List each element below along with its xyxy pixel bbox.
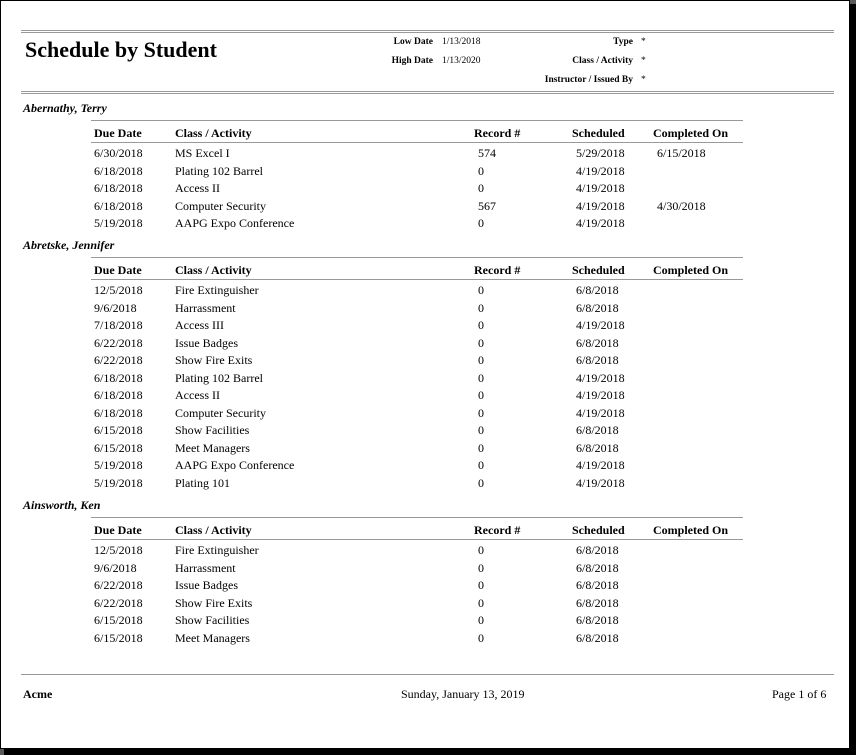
record-number-cell: 0	[478, 595, 484, 610]
table-row	[1, 301, 849, 318]
table-row	[1, 631, 849, 648]
scheduled-cell: 4/19/2018	[576, 388, 625, 402]
scheduled-cell: 6/8/2018	[576, 353, 619, 367]
class-activity-cell: Harrassment	[175, 560, 236, 575]
column-header-record: Record #	[474, 126, 521, 140]
record-number-cell: 0	[478, 283, 484, 297]
table-row	[1, 371, 849, 388]
column-header-bottom-line	[91, 142, 743, 143]
low-date-value: 1/13/2018	[442, 37, 481, 47]
table-row	[1, 441, 849, 458]
table-row	[1, 283, 849, 300]
class-filter-label: Class / Activity	[572, 56, 633, 66]
class-activity-cell: Show Facilities	[175, 423, 250, 437]
due-date-cell: 9/6/2018	[94, 300, 137, 315]
class-activity-cell: Access III	[175, 318, 224, 332]
class-activity-cell: Plating 102 Barrel	[175, 163, 263, 178]
scheduled-cell: 6/8/2018	[576, 543, 619, 557]
record-number-cell: 0	[478, 388, 484, 402]
record-number-cell: 0	[478, 560, 484, 575]
column-header-class: Class / Activity	[175, 126, 252, 140]
footer-page-number: Page 1 of 6	[772, 687, 827, 701]
header-rule	[21, 91, 834, 92]
record-number-cell: 0	[478, 318, 484, 332]
table-row	[1, 336, 849, 353]
record-number-cell: 0	[478, 543, 484, 557]
column-header-scheduled: Scheduled	[572, 523, 625, 537]
high-date-value: 1/13/2020	[442, 56, 481, 66]
column-header-row	[1, 263, 849, 280]
due-date-cell: 6/18/2018	[94, 181, 143, 195]
due-date-cell: 5/19/2018	[94, 475, 143, 490]
due-date-cell: 6/22/2018	[94, 578, 143, 592]
table-row	[1, 561, 849, 578]
scheduled-cell: 4/19/2018	[576, 216, 625, 230]
class-filter-value: *	[641, 56, 646, 66]
column-header-due: Due Date	[94, 263, 142, 277]
scheduled-cell: 4/19/2018	[576, 475, 625, 490]
class-activity-cell: Fire Extinguisher	[175, 283, 259, 297]
due-date-cell: 7/18/2018	[94, 318, 143, 332]
class-activity-cell: Plating 102 Barrel	[175, 370, 263, 385]
record-number-cell: 0	[478, 353, 484, 367]
completed-on-cell: 6/15/2018	[657, 146, 706, 160]
due-date-cell: 5/19/2018	[94, 458, 143, 472]
scheduled-cell: 5/29/2018	[576, 146, 625, 160]
column-header-scheduled: Scheduled	[572, 263, 625, 277]
scheduled-cell: 4/19/2018	[576, 370, 625, 385]
class-activity-cell: Show Facilities	[175, 613, 250, 627]
due-date-cell: 6/18/2018	[94, 388, 143, 402]
due-date-cell: 6/30/2018	[94, 146, 143, 160]
table-row	[1, 216, 849, 233]
record-number-cell: 0	[478, 423, 484, 437]
record-number-cell: 0	[478, 458, 484, 472]
table-row	[1, 146, 849, 163]
due-date-cell: 9/6/2018	[94, 560, 137, 575]
column-header-due: Due Date	[94, 523, 142, 537]
column-header-top-line	[91, 517, 743, 518]
table-row	[1, 613, 849, 630]
scheduled-cell: 6/8/2018	[576, 300, 619, 315]
class-activity-cell: Meet Managers	[175, 440, 250, 455]
class-activity-cell: Computer Security	[175, 405, 266, 420]
due-date-cell: 6/15/2018	[94, 423, 143, 437]
record-number-cell: 0	[478, 370, 484, 385]
column-header-top-line	[91, 257, 743, 258]
record-number-cell: 0	[478, 630, 484, 645]
table-row	[1, 423, 849, 440]
class-activity-cell: Meet Managers	[175, 630, 250, 645]
table-row	[1, 199, 849, 216]
footer-date: Sunday, January 13, 2019	[401, 687, 525, 701]
class-activity-cell: AAPG Expo Conference	[175, 216, 295, 230]
column-header-completed: Completed On	[653, 126, 728, 140]
column-header-row	[1, 523, 849, 540]
student-name: Abretske, Jennifer	[23, 238, 115, 252]
type-label: Type	[613, 37, 633, 47]
record-number-cell: 0	[478, 613, 484, 627]
column-header-class: Class / Activity	[175, 263, 252, 277]
scheduled-cell: 6/8/2018	[576, 283, 619, 297]
scheduled-cell: 4/19/2018	[576, 405, 625, 420]
scheduled-cell: 4/19/2018	[576, 318, 625, 332]
scheduled-cell: 6/8/2018	[576, 560, 619, 575]
scheduled-cell: 6/8/2018	[576, 423, 619, 437]
table-row	[1, 318, 849, 335]
table-row	[1, 458, 849, 475]
record-number-cell: 0	[478, 405, 484, 420]
high-date-label: High Date	[391, 56, 433, 66]
class-activity-cell: Issue Badges	[175, 335, 238, 350]
class-activity-cell: Fire Extinguisher	[175, 543, 259, 557]
due-date-cell: 6/18/2018	[94, 370, 143, 385]
scheduled-cell: 6/8/2018	[576, 440, 619, 455]
table-row	[1, 406, 849, 423]
scheduled-cell: 6/8/2018	[576, 595, 619, 610]
record-number-cell: 0	[478, 163, 484, 178]
type-value: *	[641, 37, 646, 47]
column-header-bottom-line	[91, 279, 743, 280]
table-row	[1, 476, 849, 493]
scheduled-cell: 6/8/2018	[576, 578, 619, 592]
table-row	[1, 596, 849, 613]
scheduled-cell: 6/8/2018	[576, 630, 619, 645]
class-activity-cell: Harrassment	[175, 300, 236, 315]
scheduled-cell: 4/19/2018	[576, 181, 625, 195]
record-number-cell: 0	[478, 216, 484, 230]
page-shadow-bottom	[4, 749, 856, 755]
record-number-cell: 567	[478, 198, 496, 213]
column-header-record: Record #	[474, 263, 521, 277]
footer-rule	[21, 674, 834, 675]
due-date-cell: 6/18/2018	[94, 198, 143, 213]
scheduled-cell: 4/19/2018	[576, 458, 625, 472]
due-date-cell: 6/22/2018	[94, 595, 143, 610]
table-row	[1, 181, 849, 198]
column-header-completed: Completed On	[653, 523, 728, 537]
page-shadow-right	[850, 4, 856, 755]
class-activity-cell: Plating 101	[175, 475, 231, 490]
record-number-cell: 574	[478, 146, 496, 160]
column-header-top-line	[91, 120, 743, 121]
column-header-completed: Completed On	[653, 263, 728, 277]
due-date-cell: 12/5/2018	[94, 283, 143, 297]
column-header-row	[1, 126, 849, 143]
record-number-cell: 0	[478, 475, 484, 490]
table-row	[1, 164, 849, 181]
table-row	[1, 543, 849, 560]
record-number-cell: 0	[478, 181, 484, 195]
footer-company: Acme	[23, 687, 53, 701]
due-date-cell: 6/15/2018	[94, 440, 143, 455]
class-activity-cell: Show Fire Exits	[175, 595, 253, 610]
record-number-cell: 0	[478, 440, 484, 455]
instructor-value: *	[641, 75, 646, 85]
column-header-record: Record #	[474, 523, 521, 537]
due-date-cell: 12/5/2018	[94, 543, 143, 557]
due-date-cell: 6/18/2018	[94, 163, 143, 178]
record-number-cell: 0	[478, 335, 484, 350]
table-row	[1, 353, 849, 370]
class-activity-cell: Access II	[175, 181, 220, 195]
due-date-cell: 6/22/2018	[94, 335, 143, 350]
table-row	[1, 578, 849, 595]
page-title: Schedule by Student	[25, 37, 217, 62]
class-activity-cell: Issue Badges	[175, 578, 238, 592]
completed-on-cell: 4/30/2018	[657, 198, 706, 213]
class-activity-cell: MS Excel I	[175, 146, 230, 160]
column-header-due: Due Date	[94, 126, 142, 140]
due-date-cell: 6/18/2018	[94, 405, 143, 420]
due-date-cell: 6/15/2018	[94, 613, 143, 627]
column-header-bottom-line	[91, 539, 743, 540]
top-rule-2	[21, 32, 834, 33]
student-name: Ainsworth, Ken	[23, 498, 101, 512]
scheduled-cell: 6/8/2018	[576, 613, 619, 627]
scheduled-cell: 4/19/2018	[576, 198, 625, 213]
due-date-cell: 6/15/2018	[94, 630, 143, 645]
class-activity-cell: Access II	[175, 388, 220, 402]
class-activity-cell: Computer Security	[175, 198, 266, 213]
scheduled-cell: 4/19/2018	[576, 163, 625, 178]
due-date-cell: 5/19/2018	[94, 216, 143, 230]
instructor-label: Instructor / Issued By	[544, 75, 633, 85]
record-number-cell: 0	[478, 578, 484, 592]
class-activity-cell: Show Fire Exits	[175, 353, 253, 367]
header-rule-2	[21, 93, 834, 94]
top-rule	[21, 30, 834, 31]
table-row	[1, 388, 849, 405]
column-header-scheduled: Scheduled	[572, 126, 625, 140]
low-date-label: Low Date	[393, 37, 433, 47]
due-date-cell: 6/22/2018	[94, 353, 143, 367]
student-name: Abernathy, Terry	[23, 101, 107, 115]
class-activity-cell: AAPG Expo Conference	[175, 458, 295, 472]
column-header-class: Class / Activity	[175, 523, 252, 537]
record-number-cell: 0	[478, 300, 484, 315]
scheduled-cell: 6/8/2018	[576, 335, 619, 350]
